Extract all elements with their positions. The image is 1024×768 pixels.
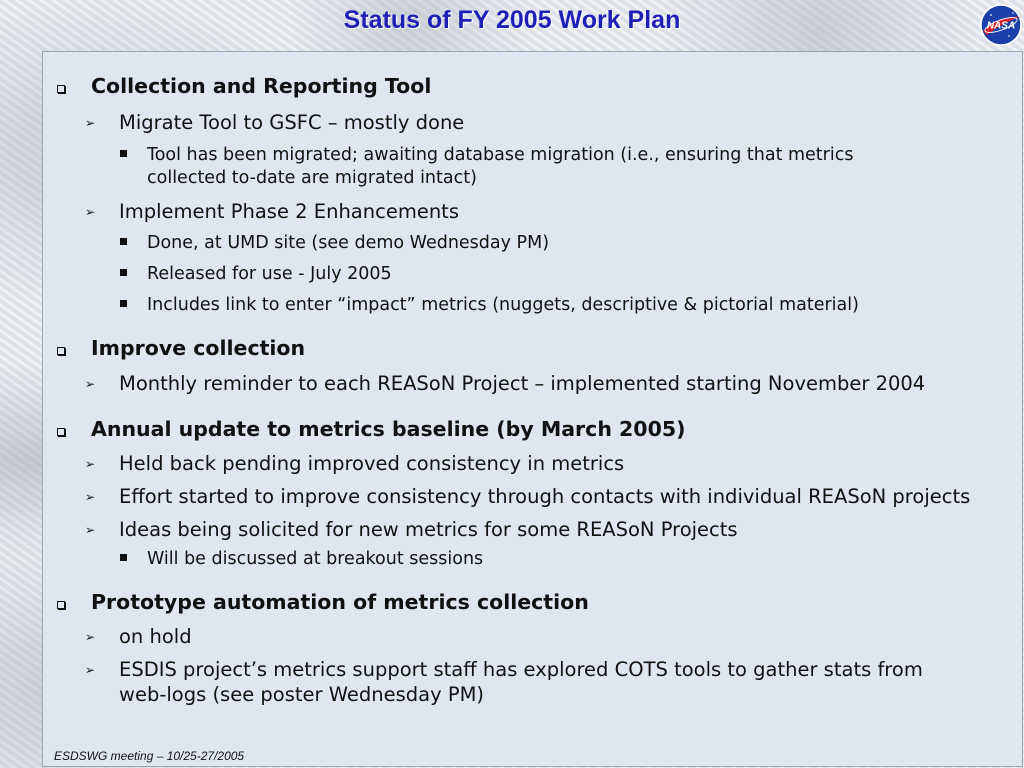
square-bullet-icon: [120, 554, 127, 561]
hollow-square-bullet-icon: [57, 85, 65, 93]
square-bullet-icon: [120, 269, 127, 276]
hollow-square-bullet-icon: [57, 601, 65, 609]
nasa-logo-text: NASA: [986, 20, 1016, 32]
square-bullet-icon: [120, 238, 127, 245]
slide-title: Status of FY 2005 Work Plan: [343, 6, 681, 34]
footer: ESDSWG meeting – 10/25-27/2005: [54, 749, 245, 763]
arrow-bullet-icon: ➢: [85, 490, 96, 504]
arrow-bullet-icon: ➢: [85, 523, 96, 537]
nasa-logo: [979, 3, 1023, 47]
square-bullet-icon: [120, 150, 127, 157]
arrow-bullet-icon: ➢: [85, 663, 96, 677]
hollow-square-bullet-icon: [57, 347, 65, 355]
arrow-bullet-icon: ➢: [85, 377, 96, 391]
arrow-bullet-icon: ➢: [85, 116, 96, 130]
arrow-bullet-icon: ➢: [85, 630, 96, 644]
content-panel: Collection and Reporting Tool ➢ Migrate Tool to GSFC – mostly done Tool has been migrated; awaiting database migration (i.e., ensuring that metrics collected to-date are migrated intact) ➢ Implement Phase 2 Enhancements Done, at UMD site (see demo Wednesday PM) Released for use - July 2005 Includes link to enter “impact” metrics (nuggets, descriptive & pictorial material) Improve collection ➢ Monthly reminder to each REASoN Project – implemented starting November 2004 Annual update to metrics baseline (by March 2005) ➢ Held back pending improved consistency in metrics ➢ Effort started to improve consistency through contacts with individual REASoN projects ➢ Ideas being solicited for new metrics for some REASoN Projects Will be discussed at breakout sessions Prototype automation of metrics collection ➢ on hold ➢ ESDIS project’s metrics support staff has explored COTS tools to gather stats from web-logs (see poster Wednesday PM) ESDSWG meeting – 10/25-27/2005: [42, 51, 1023, 767]
arrow-bullet-icon: ➢: [85, 457, 96, 471]
hollow-square-bullet-icon: [57, 428, 65, 436]
arrow-bullet-icon: ➢: [85, 205, 96, 219]
square-bullet-icon: [120, 300, 127, 307]
